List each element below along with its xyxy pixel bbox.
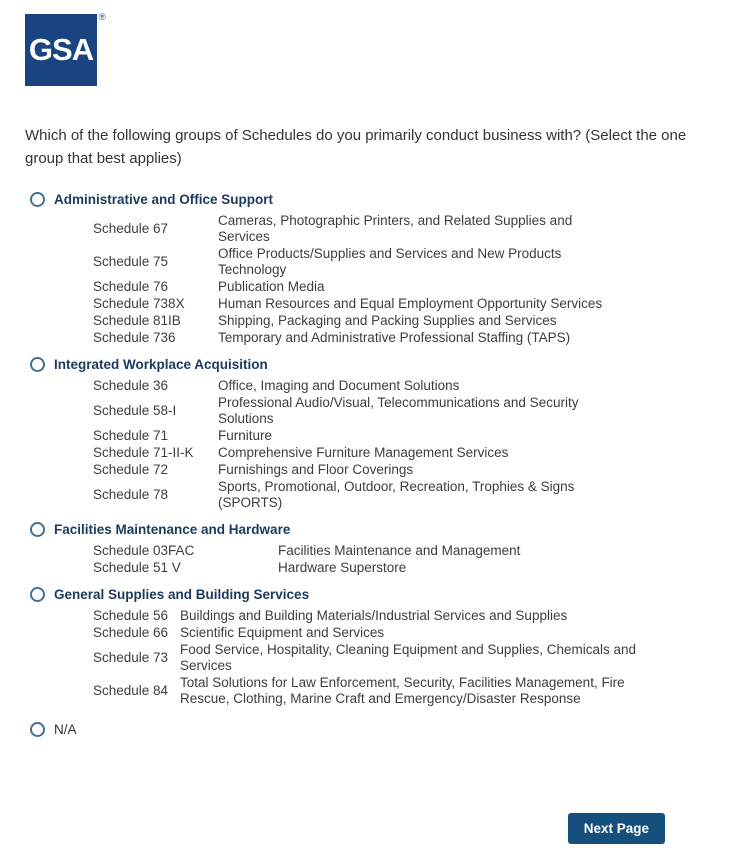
option-row-na[interactable] (30, 722, 725, 737)
schedule-number: Schedule 51 V (93, 559, 181, 575)
group-label: Administrative and Office Support (54, 191, 274, 207)
schedule-row (93, 395, 610, 428)
option-row[interactable] (30, 192, 725, 208)
options-list (25, 192, 725, 737)
question-text: Which of the following groups of Schedules do you primarily conduct business with? (Select the one group that best applies) (25, 127, 687, 168)
schedule-description: Sports, Promotional, Outdoor, Recreation, Trophies & Signs (SPORTS) (218, 478, 575, 510)
schedule-row (93, 543, 520, 560)
schedule-row (93, 296, 610, 313)
schedule-description: Buildings and Building Materials/Industrial Services and Supplies (180, 607, 568, 623)
schedule-number: Schedule 71-II-K (93, 444, 194, 460)
schedule-number: Schedule 66 (93, 624, 169, 640)
gsa-logo (25, 14, 111, 88)
option-group-general-supplies (25, 587, 725, 708)
schedule-number: Schedule 76 (93, 278, 169, 294)
schedule-row (93, 428, 610, 445)
radio-integrated-workplace-acquisition[interactable] (30, 357, 45, 372)
radio-administrative-and-office-support[interactable] (30, 192, 45, 207)
schedule-row (93, 279, 610, 296)
schedule-description: Office, Imaging and Document Solutions (218, 377, 460, 393)
schedule-description: Hardware Superstore (278, 559, 407, 575)
schedule-number: Schedule 67 (93, 220, 169, 236)
radio-facilities-maintenance-and-hardware[interactable] (30, 522, 45, 537)
option-group-integrated-workplace (25, 357, 725, 512)
option-row[interactable] (30, 357, 725, 373)
registered-trademark-symbol: ® (99, 12, 106, 22)
radio-na[interactable] (30, 722, 45, 737)
schedule-row (93, 642, 640, 675)
schedule-number: Schedule 78 (93, 486, 169, 502)
button-row (25, 813, 725, 844)
schedule-number: Schedule 56 (93, 607, 169, 623)
schedule-row (93, 313, 610, 330)
option-group-administrative (25, 192, 725, 347)
option-row[interactable] (30, 587, 725, 603)
group-label: Facilities Maintenance and Hardware (54, 521, 291, 537)
schedule-row (93, 330, 610, 347)
schedule-row (93, 445, 610, 462)
schedule-description: Office Products/Supplies and Services and New Products Technology (218, 245, 562, 277)
schedule-number: Schedule 71 (93, 427, 169, 443)
schedule-description: Facilities Maintenance and Management (278, 542, 521, 558)
schedule-description: Scientific Equipment and Services (180, 624, 385, 640)
schedule-description: Total Solutions for Law Enforcement, Security, Facilities Management, Fire Rescue, Clothing, Marine Craft and Emergency/Disaster Response (180, 674, 625, 706)
group-label: Integrated Workplace Acquisition (54, 356, 268, 372)
schedule-number: Schedule 84 (93, 682, 169, 698)
schedule-number: Schedule 75 (93, 253, 169, 269)
schedule-description: Shipping, Packaging and Packing Supplies and Services (218, 312, 557, 328)
schedule-row (93, 378, 610, 395)
schedule-description: Human Resources and Equal Employment Opportunity Services (218, 295, 603, 311)
schedule-description: Publication Media (218, 278, 325, 294)
schedule-table-administrative (93, 213, 610, 347)
schedule-description: Food Service, Hospitality, Cleaning Equipment and Supplies, Chemicals and Services (180, 641, 636, 673)
schedule-row (93, 675, 640, 708)
schedule-row (93, 608, 640, 625)
schedule-number: Schedule 58-I (93, 402, 177, 418)
schedule-table-general-supplies (93, 608, 640, 708)
schedule-number: Schedule 81IB (93, 312, 181, 328)
schedule-description: Comprehensive Furniture Management Services (218, 444, 509, 460)
schedule-table-facilities-maintenance (93, 543, 520, 577)
schedule-description: Professional Audio/Visual, Telecommunications and Security Solutions (218, 394, 579, 426)
schedule-row (93, 625, 640, 642)
schedule-row (93, 246, 610, 279)
schedule-table-integrated-workplace (93, 378, 610, 512)
schedule-number: Schedule 738X (93, 295, 185, 311)
schedule-number: Schedule 72 (93, 461, 169, 477)
schedule-description: Furnishings and Floor Coverings (218, 461, 414, 477)
schedule-description: Furniture (218, 427, 273, 443)
gsa-logo-mark: GSA (25, 14, 97, 86)
schedule-description: Cameras, Photographic Printers, and Related Supplies and Services (218, 212, 573, 244)
next-page-button[interactable]: Next Page (568, 813, 665, 844)
radio-general-supplies-and-building-services[interactable] (30, 587, 45, 602)
schedule-description: Temporary and Administrative Professional Staffing (TAPS) (218, 329, 571, 345)
schedule-number: Schedule 03FAC (93, 542, 195, 558)
schedule-row (93, 462, 610, 479)
schedule-row (93, 213, 610, 246)
schedule-row (93, 560, 520, 577)
schedule-number: Schedule 73 (93, 649, 169, 665)
schedule-number: Schedule 736 (93, 329, 176, 345)
schedule-row (93, 479, 610, 512)
option-row[interactable] (30, 522, 725, 538)
group-label: General Supplies and Building Services (54, 586, 310, 602)
option-group-facilities-maintenance (25, 522, 725, 577)
schedule-number: Schedule 36 (93, 377, 169, 393)
na-label: N/A (54, 721, 77, 737)
